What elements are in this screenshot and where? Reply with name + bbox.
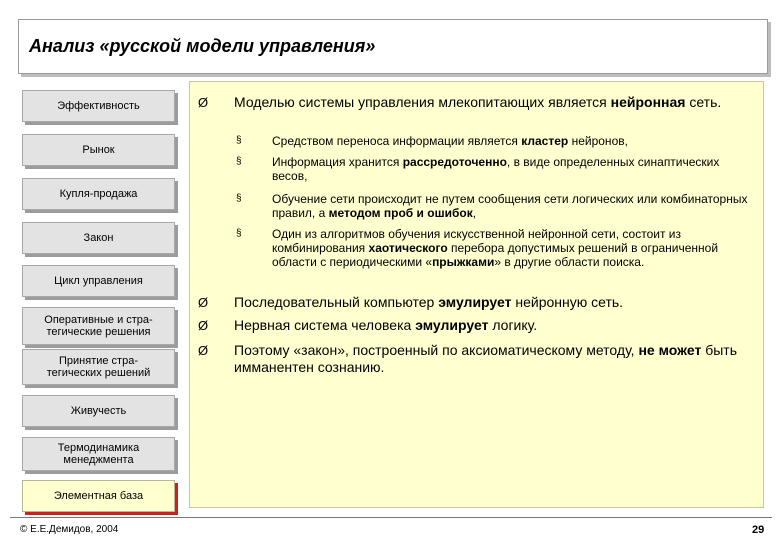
nav-button-label: Термодинамика менеджмента <box>57 442 140 466</box>
nav-button-survivability[interactable] <box>22 395 175 427</box>
title-frame <box>18 19 768 74</box>
nav-button-label: Эффективность <box>57 100 140 112</box>
arrow-bullet-icon: Ø <box>198 343 209 358</box>
nav-button-label: Оперативные и стра-тегические решения <box>44 314 153 338</box>
nav-button-label: Цикл управления <box>54 275 143 287</box>
content-panel <box>189 81 764 508</box>
nav-button-label: Элементная база <box>53 490 144 502</box>
bullet-text: Информация хранится рассредоточенно, в виде определенных синаптических весов, <box>272 155 720 183</box>
square-bullet-icon: § <box>236 156 242 167</box>
bullet-text: Средством переноса информации является кластер нейронов, <box>272 134 628 148</box>
square-bullet-icon: § <box>236 228 242 239</box>
page-title: Анализ «русской модели управления» <box>29 36 376 56</box>
bullet-text: Моделью системы управления млекопитающих является нейронная сеть. <box>234 94 722 110</box>
nav-button-label: Живучесть <box>70 405 127 417</box>
arrow-bullet-icon: Ø <box>198 318 209 333</box>
nav-button-market[interactable] <box>22 134 175 166</box>
square-bullet-icon: § <box>236 135 242 146</box>
nav-button-law[interactable] <box>22 222 175 254</box>
nav-button-label: Принятие стра-тегических решений <box>46 355 151 379</box>
page-number: 29 <box>752 524 765 536</box>
nav-button-management-thermodynamics[interactable] <box>22 437 175 471</box>
nav-button-strategic-decision-making[interactable] <box>22 349 175 385</box>
nav-button-buy-sell[interactable] <box>22 178 175 210</box>
bullet-text: Нервная система человека эмулирует логику. <box>234 317 538 333</box>
nav-button-label: Закон <box>83 232 114 244</box>
nav-button-operative-strategic-decisions[interactable] <box>22 307 175 345</box>
nav-button-element-base[interactable] <box>22 480 175 512</box>
footer-divider <box>10 517 772 518</box>
nav-button-control-cycle[interactable] <box>22 265 175 297</box>
nav-button-label: Купля-продажа <box>59 188 138 200</box>
arrow-bullet-icon: Ø <box>198 95 209 110</box>
bullet-text: Обучение сети происходит не путем сообщения сети логических или комбинаторных правил, а методом проб и ошибок, <box>272 192 748 220</box>
nav-button-effectiveness[interactable] <box>22 90 175 122</box>
nav-button-label: Рынок <box>82 144 115 156</box>
bullet-text: Поэтому «закон», построенный по аксиоматическому методу, не может быть имманентен сознанию. <box>234 342 738 375</box>
bullet-text: Один из алгоритмов обучения искусственной нейронной сети, состоит из комбинирования хаотического перебора допустимых решений в ограниченной области с периодическими «прыжками» в другие области поиска. <box>272 227 719 269</box>
footer-copyright: © Е.Е.Демидов, 2004 <box>20 524 119 535</box>
arrow-bullet-icon: Ø <box>198 295 209 310</box>
square-bullet-icon: § <box>236 193 242 204</box>
bullet-text: Последовательный компьютер эмулирует нейронную сеть. <box>234 294 624 310</box>
